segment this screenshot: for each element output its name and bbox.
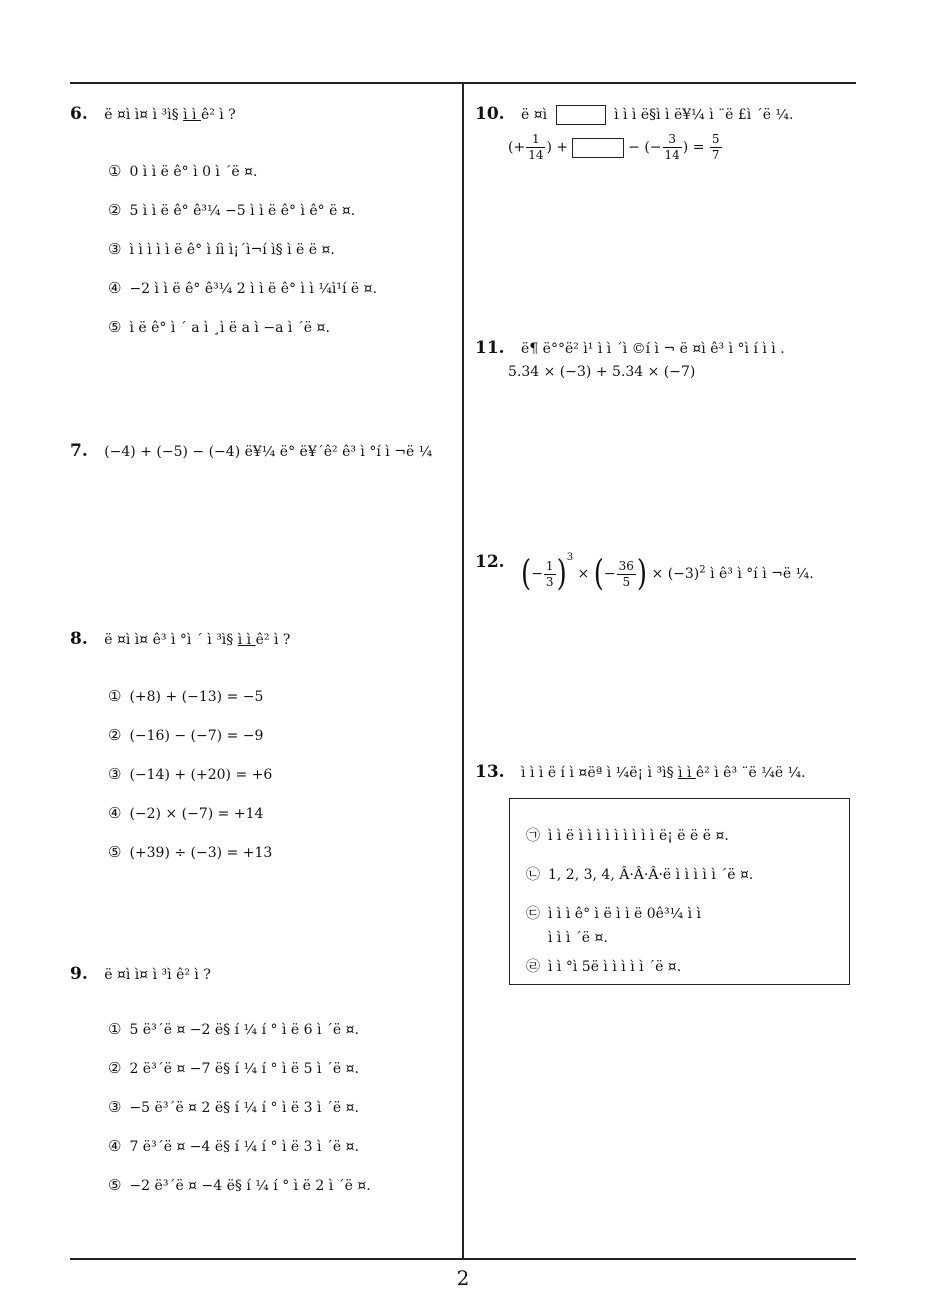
question-number: 13.: [475, 762, 505, 782]
statement-text: ì ì ì ê° ì ë ì ì ë 0ê³¼ ì ì: [548, 906, 702, 922]
q9-option-1[interactable]: [108, 1020, 359, 1038]
q8-option-3[interactable]: [108, 765, 272, 783]
question-text-underlined: ì ì: [237, 632, 256, 648]
question-text-underlined: ì ì: [678, 765, 696, 781]
statement-text: 1, 2, 3, 4, Â·Â·Â·ë ì ì ì ì ì ´ë ¤.: [548, 867, 754, 883]
q6-option-3[interactable]: [108, 240, 335, 258]
option-mark: ②: [108, 726, 122, 744]
statement-text: ì ì ë ì ì ì ì ì ì ì ì ì ë¡ ë ë ë ¤.: [548, 828, 729, 844]
q9-option-5[interactable]: [108, 1176, 371, 1194]
numerator: 5: [711, 132, 720, 146]
question-13: [475, 762, 806, 782]
question-text-end: ê² ì ?: [200, 107, 236, 123]
q8-option-4[interactable]: [108, 804, 263, 822]
statement-a: [526, 825, 729, 845]
eq-mid-3: ) =: [682, 139, 705, 156]
question-text-underlined: ì ì: [183, 107, 201, 123]
numerator: 3: [663, 132, 682, 148]
option-text: (−2) × (−7) = +14: [129, 806, 264, 822]
minus-sign: −: [603, 566, 616, 582]
question-number: 12.: [475, 552, 505, 572]
option-mark: ④: [108, 279, 122, 297]
question-number: 6.: [70, 104, 88, 124]
question-6: [70, 104, 236, 124]
option-mark: ①: [108, 687, 122, 705]
option-mark: ④: [108, 804, 122, 822]
question-number: 11.: [475, 338, 505, 358]
statement-mark: ㉣: [526, 959, 540, 975]
denominator: 3: [545, 574, 554, 589]
fraction-3-14: [663, 132, 682, 163]
question-9: [70, 964, 211, 984]
option-mark: ①: [108, 1020, 122, 1038]
option-text: 5 ì ì ë ê° ê³¼ −5 ì ì ë ê° ì ê° ë ¤.: [129, 203, 356, 219]
q11-expression: 5.34 × (−3) + 5.34 × (−7): [508, 364, 696, 380]
option-mark: ⑤: [108, 843, 122, 861]
option-mark: ②: [108, 201, 122, 219]
answer-blank[interactable]: [556, 105, 606, 125]
option-text: ì ì ì ì ì ë ê° ì íì ì¡´ì¬í ì§ ì ë ë ¤.: [129, 242, 335, 258]
eq-mid-2: − (−: [628, 139, 662, 156]
question-text: ë ¤ì ì¤ ì ³ì ê² ì ?: [104, 967, 211, 983]
q8-option-2[interactable]: [108, 726, 263, 744]
q10-equation: [508, 132, 723, 163]
question-8: [70, 629, 290, 649]
option-mark: ③: [108, 240, 122, 258]
column-divider: [462, 82, 464, 1259]
denominator: 14: [664, 148, 680, 162]
question-number: 9.: [70, 964, 88, 984]
statement-c-continued: [548, 930, 608, 946]
minus-sign: −: [531, 566, 543, 582]
expression-rest: × (−3): [651, 566, 700, 582]
option-text: (−16) − (−7) = −9: [129, 728, 264, 744]
option-text: ì ë ê° ì ´ a ì ¸ì ë a ì −a ì ´ë ¤.: [129, 320, 330, 336]
option-text: (+8) + (−13) = −5: [129, 689, 264, 705]
times-sign: ×: [577, 566, 590, 582]
eq-open: (+: [508, 139, 526, 156]
option-text: −5 ë³´ë ¤ 2 ë§ í ¼ í ° ì ë 3 ì ´ë ¤.: [129, 1100, 359, 1116]
fraction-36-5: [617, 559, 636, 590]
denominator: 7: [711, 148, 720, 162]
option-text: 0 ì ì ë ê° ì 0 ì ´ë ¤.: [129, 164, 258, 180]
left-paren: (: [521, 553, 532, 595]
question-text-end: ì ì ì ë§ì ì ë¥¼ ì ¨ë £ì ´ë ¼.: [614, 107, 794, 123]
option-mark: ③: [108, 1098, 122, 1116]
question-text: ì ì ì ë í ì ¤ëª ì ¼ë¡ ì ³ì§: [521, 765, 679, 781]
q6-option-1[interactable]: [108, 162, 257, 180]
q9-option-3[interactable]: [108, 1098, 359, 1116]
question-text-end: ê² ì ê³ ¨ë ¼ë ¼.: [695, 765, 806, 781]
option-text: −2 ì ì ë ê° ê³¼ 2 ì ì ë ê° ì ì ¼ì¹í ë ¤.: [129, 281, 378, 297]
statement-mark: ㉡: [526, 867, 540, 883]
exponent-2: 2: [699, 564, 706, 576]
right-paren: ): [556, 553, 567, 595]
question-number: 7.: [70, 441, 88, 461]
denominator: 5: [622, 574, 631, 589]
question-number: 10.: [475, 104, 505, 124]
option-text: 5 ë³´ë ¤ −2 ë§ í ¼ í ° ì ë 6 ì ´ë ¤.: [129, 1022, 359, 1038]
option-mark: ⑤: [108, 1176, 122, 1194]
expression-tail: ì ê³ ì °í ì ¬ë ¼.: [710, 566, 814, 582]
question-7: [70, 441, 432, 461]
question-text: ë ¤ì: [521, 107, 552, 123]
numerator: 36: [618, 558, 634, 573]
question-10: [475, 104, 793, 125]
option-text: (−14) + (+20) = +6: [129, 767, 273, 783]
q6-option-4[interactable]: [108, 279, 377, 297]
option-mark: ①: [108, 162, 122, 180]
option-text: (+39) ÷ (−3) = +13: [129, 845, 273, 861]
statement-c: [526, 903, 701, 923]
statement-text: ì ì °ì 5ë ì ì ì ì ì ´ë ¤.: [548, 959, 682, 975]
option-text: 7 ë³´ë ¤ −4 ë§ í ¼ í ° ì ë 3 ì ´ë ¤.: [129, 1139, 359, 1155]
statement-d: [526, 956, 681, 976]
option-text: 2 ë³´ë ¤ −7 ë§ í ¼ í ° ì ë 5 ì ´ë ¤.: [129, 1061, 359, 1077]
option-text: −2 ë³´ë ¤ −4 ë§ í ¼ í ° ì ë 2 ì ´ë ¤.: [129, 1178, 371, 1194]
option-mark: ②: [108, 1059, 122, 1077]
page-number: 2: [456, 1266, 470, 1290]
equation-blank[interactable]: [572, 138, 624, 158]
q8-option-5[interactable]: [108, 843, 272, 861]
q9-option-4[interactable]: [108, 1137, 359, 1155]
denominator: 14: [528, 148, 544, 162]
question-12: [475, 552, 814, 595]
question-text-end: ê² ì ?: [255, 632, 291, 648]
numerator: 1: [526, 132, 545, 148]
fraction-1-14: [526, 132, 545, 163]
statement-mark: ㉠: [526, 828, 540, 844]
question-text: ë¶ ë°°ë² ì¹ ì ì ´ì ©í ì ¬ ë ¤ì ê³ ì °ì í ì ì .: [521, 341, 785, 357]
right-paren: ): [636, 553, 648, 595]
exponent: 3: [566, 552, 574, 563]
q12-expression: [521, 552, 814, 595]
q8-option-1[interactable]: [108, 687, 263, 705]
option-mark: ③: [108, 765, 122, 783]
option-mark: ⑤: [108, 318, 122, 336]
numerator: 1: [545, 558, 554, 573]
fraction-1-3: [544, 559, 556, 590]
q9-option-2[interactable]: [108, 1059, 359, 1077]
statement-box: [509, 798, 850, 985]
q6-option-2[interactable]: [108, 201, 355, 219]
question-number: 8.: [70, 629, 88, 649]
statement-b: [526, 864, 753, 884]
question-text: (−4) + (−5) − (−4) ë¥¼ ë° ë¥´ê² ê³ ì °í ì ¬ë ¼: [104, 444, 433, 460]
option-mark: ④: [108, 1137, 122, 1155]
left-paren: (: [593, 553, 604, 595]
fraction-5-7: [710, 132, 722, 163]
eq-mid-1: ) +: [546, 139, 569, 156]
question-text: ë ¤ì ì¤ ê³ ì °ì ´ ì ³ì§: [104, 632, 238, 648]
question-text: ë ¤ì ì¤ ì ³ì§: [104, 107, 184, 123]
q6-option-5[interactable]: [108, 318, 330, 336]
statement-mark: ㉢: [526, 906, 540, 922]
question-11: [475, 338, 785, 358]
statement-text: ì ì ì ´ë ¤.: [548, 930, 608, 946]
